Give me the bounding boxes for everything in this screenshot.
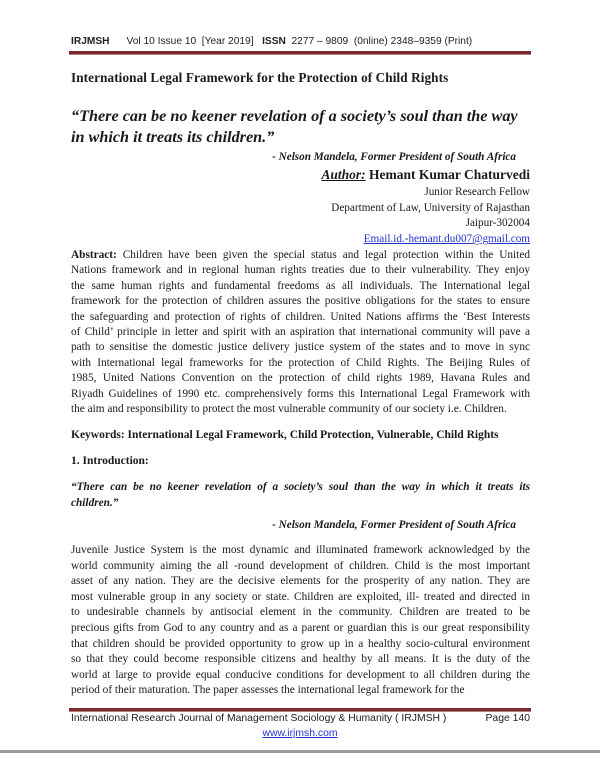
intro-quote-attribution: - Nelson Mandela, Former President of South Africa	[272, 519, 516, 531]
article-title: International Legal Framework for the Protection of Child Rights	[71, 70, 449, 85]
author-position: Junior Research Fellow	[424, 186, 530, 198]
text-line: Riyadh Guidelines of 1990 etc. comprehensively forms this International Legal Framework with	[71, 387, 530, 400]
page-boundary	[0, 750, 600, 753]
author-location: Jaipur-302004	[465, 217, 530, 229]
abstract-paragraph	[71, 248, 530, 417]
text-line: most vulnerable group in any society or state. Children are exploited, ill- treated and directed in	[71, 590, 530, 603]
text-line-content: Children have been given the special status and legal protection within the United	[116, 249, 530, 261]
footer-rule	[69, 708, 531, 712]
text-line: precious gifts from God to any country and as a parent or guardian this is our great responsibility	[71, 621, 530, 634]
running-header	[71, 36, 472, 47]
footer-journal: International Research Journal of Management Sociology & Humanity ( IRJMSH )	[71, 713, 447, 724]
text-line: of Child’ principle in letter and spirit with an aspiration that international community will pave a	[71, 325, 530, 338]
text-line: so that they could become responsible citizens and healthy by all means. It is the duty of the	[71, 653, 530, 666]
author-label: Author:	[321, 167, 366, 182]
abstract-label: Abstract:	[71, 249, 117, 261]
text-line: framework for the protection of children assures the positive obligations for the states to ensure	[71, 295, 530, 308]
intro-quote	[71, 479, 530, 511]
volume-info: Vol 10 Issue 10 [Year 2019]	[126, 36, 254, 47]
issn-label: ISSN	[262, 36, 286, 47]
journal-abbrev: IRJMSH	[71, 36, 110, 47]
text-line: “There can be no keener revelation of a society’s soul than the way in which it treats its	[71, 481, 530, 493]
issn-numbers: 2277 – 9809 (0nline) 2348–9359 (Print)	[291, 36, 473, 47]
text-line: world community aiming the all -round development of children. Child is the most important	[71, 559, 530, 572]
author-department: Department of Law, University of Rajasthan	[331, 202, 530, 214]
text-line: children.”	[71, 497, 119, 509]
text-line: Juvenile Justice System is the most dynamic and illuminated framework acknowledged by the	[71, 544, 530, 556]
text-line: period of their maturation. The paper assesses the international legal framework for the	[71, 684, 465, 697]
text-line: world at large to provide equal conducive conditions for development to all children during the	[71, 668, 530, 681]
text-line	[71, 248, 530, 263]
header-rule	[69, 51, 531, 55]
text-line: asset of any nation. They are the decisive elements for the prosperity of any nation. They are	[71, 575, 530, 588]
author-email-link[interactable]: Email.id.-hemant.du007@gmail.com	[363, 233, 530, 245]
text-line: to undesirable channels by antisocial element in the community. Children are treated to be	[71, 606, 530, 619]
epigraph-quote: “There can be no keener revelation of a society’s soul than the way in which it treats its children.”	[71, 107, 518, 146]
text-line: that children should be provided opportunity to grow up in a healthy socio-cultural environment	[71, 637, 530, 650]
section-heading: 1. Introduction:	[71, 455, 149, 467]
text-line: the aim and responsibility to protect the most vulnerable community of our society i.e. Children.	[71, 402, 507, 415]
text-line: Nations framework and in regional human rights treaties due to their vulnerability. They enjoy	[71, 264, 530, 277]
text-line: 1985, United Nations Convention on the protection of child rights 1989, Havana Rules and	[71, 372, 530, 385]
text-line: with International legal frameworks for the protection of Child Rights. The Beijing Rules of	[71, 356, 530, 369]
keywords: Keywords: International Legal Framework, Child Protection, Vulnerable, Child Rights	[71, 429, 499, 441]
page-number: Page 140	[485, 713, 530, 724]
website-link	[0, 728, 600, 739]
text-line: the safeguarding and protection of rights of children. United Nations affirms the ‘Best Interests	[71, 310, 530, 323]
text-line: the same human rights and fundamental freedoms as all individuals. The International legal	[71, 279, 530, 292]
author-name: Hemant Kumar Chaturvedi	[365, 167, 530, 182]
text-line: path to sensitise the domestic justice delivery justice system of the states and to move in sync	[71, 341, 530, 354]
footer	[71, 713, 530, 724]
epigraph-attribution: - Nelson Mandela, Former President of South Africa	[272, 151, 516, 163]
body-paragraph	[71, 543, 530, 699]
website-link-text[interactable]: www.irjmsh.com	[262, 728, 338, 739]
author-line	[321, 167, 530, 183]
